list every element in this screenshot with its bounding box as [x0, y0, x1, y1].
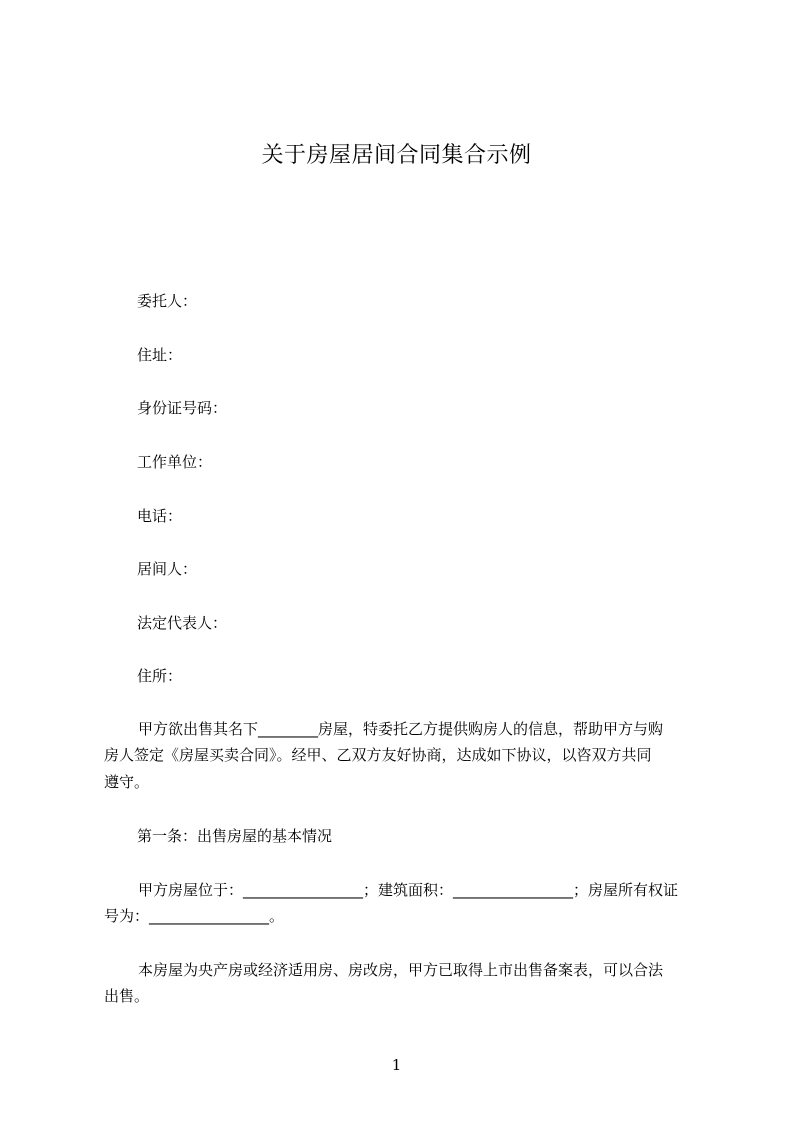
intro-line-2: 房人签定《房屋买卖合同》。经甲、乙双方友好协商，达成如下协议，以咨双方共同: [104, 746, 652, 764]
location-line-2: 号为：________________。: [104, 907, 285, 925]
field-domicile: 住所：: [137, 667, 183, 685]
field-legal-representative: 法定代表人：: [137, 614, 228, 632]
article-1-heading: 第一条：出售房屋的基本情况: [137, 827, 333, 845]
field-work-unit: 工作单位：: [137, 453, 213, 471]
field-entrusting-party: 委托人：: [137, 292, 198, 310]
location-line-1: 甲方房屋位于：________________；建筑面积：________________；房屋所有权证: [138, 881, 679, 899]
field-address: 住址：: [137, 346, 183, 364]
intro-line-3: 遵守。: [104, 773, 150, 791]
intro-line-1: 甲方欲出售其名下________房屋，特委托乙方提供购房人的信息，帮助甲方与购: [138, 720, 664, 738]
page-number: 1: [391, 1056, 402, 1074]
field-phone: 电话：: [137, 507, 183, 525]
field-id-number: 身份证号码：: [137, 399, 228, 417]
status-line-1: 本房屋为央产房或经济适用房、房改房，甲方已取得上市出售备案表，可以合法: [138, 961, 664, 979]
field-intermediary: 居间人：: [137, 560, 198, 578]
document-title: 关于房屋居间合同集合示例: [261, 143, 532, 168]
status-line-2: 出售。: [104, 987, 150, 1005]
